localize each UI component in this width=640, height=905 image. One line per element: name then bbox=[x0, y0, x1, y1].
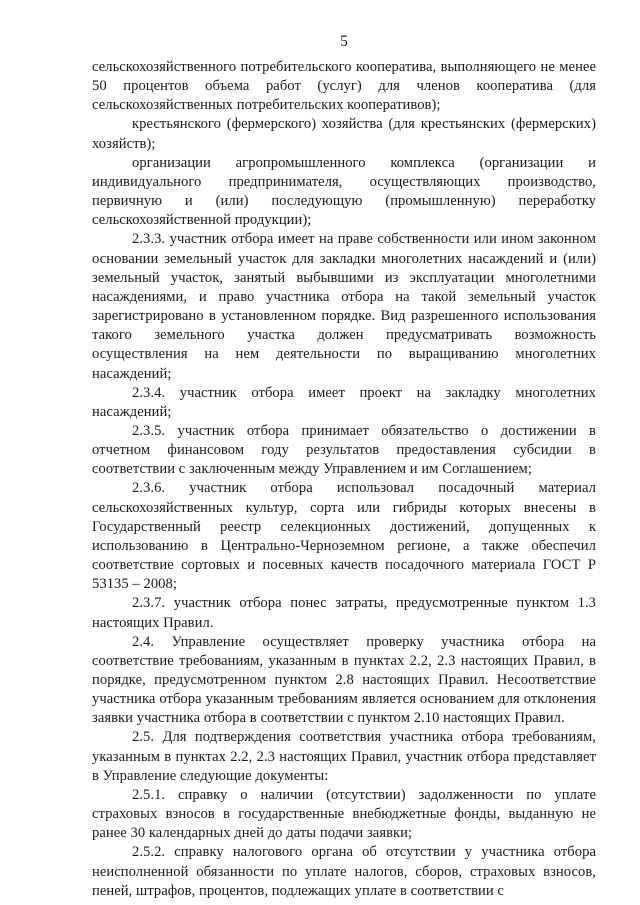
page-number: 5 bbox=[340, 33, 348, 50]
paragraph-2-5: 2.5. Для подтверждения соответствия участника отбора требованиям, указанным в пунктах 2.2, 2.3 настоящих Правил, участник отбора представляет в Управление следующие документы: bbox=[92, 729, 596, 784]
paragraph-2-3-5: 2.3.5. участник отбора принимает обязательство о достижении в отчетном финансовом году результатов предоставления субсидии в соответствии с заключенным между Управлением и им Соглашением; bbox=[92, 422, 596, 478]
paragraph-2-3-4: 2.3.4. участник отбора имеет проект на закладку многолетних насаждений; bbox=[92, 384, 596, 420]
paragraph-2-3-7: 2.3.7. участник отбора понес затраты, предусмотренные пунктом 1.3 настоящих Правил. bbox=[92, 595, 596, 631]
paragraph-2-5-2: 2.5.2. справку налогового органа об отсутствии у участника отбора неисполненной обязанности по уплате налогов, сборов, страховых взносов, пеней, штрафов, процентов, подлежащих уплате в соответствии с bbox=[92, 844, 596, 899]
paragraph-agro-organization: организации агропромышленного комплекса (организации и индивидуального предпринимателя, осуществляющих производство, первичную и (или) последующую (промышленную) переработку сельскохозяйственной продукции); bbox=[92, 154, 596, 229]
paragraph-farm: крестьянского (фермерского) хозяйства (для крестьянских (фермерских) хозяйств); bbox=[92, 116, 596, 152]
paragraph-2-3-6: 2.3.6. участник отбора использовал посадочный материал сельскохозяйственных культур, сорта или гибриды которых внесены в Государственный реестр селекционных достижений, допущенных к использованию в Центрально-Черноземном регионе, а также обеспечил соответствие сортовых и посевных качеств посадочного материала ГОСТ Р 53135 – 2008; bbox=[92, 480, 596, 593]
paragraph-2-4: 2.4. Управление осуществляет проверку участника отбора на соответствие требованиям, указанным в пунктах 2.2, 2.3 настоящих Правил, в порядке, предусмотренном пунктом 2.8 настоящих Правил. Несоответствие участника отбора указанным требованиям является основанием для отклонения заявки участника отбора в соответствии с пунктом 2.10 настоящих Правил. bbox=[92, 633, 596, 727]
paragraph-2-3-3: 2.3.3. участник отбора имеет на праве собственности или ином законном основании земельный участок для закладки многолетних насаждений и (или) земельный участок, занятый выбывшими из эксплуатации многолетними насаждениями, и право участника отбора на такой земельный участок зарегистрировано в установленном порядке. Вид разрешенного использования такого земельного участка должен предусматривать возможность осуществления на нем деятельности по выращиванию многолетних насаждений; bbox=[92, 231, 596, 382]
paragraph-2-5-1: 2.5.1. справку о наличии (отсутствии) задолженности по уплате страховых взносов в государственные внебюджетные фонды, выданную не ранее 30 календарных дней до даты подачи заявки; bbox=[92, 786, 596, 842]
paragraph-cooperative: сельскохозяйственного потребительского кооператива, выполняющего не менее 50 процентов объема работ (услуг) для членов кооператива (для сельскохозяйственных потребительских кооперативов); bbox=[92, 59, 596, 114]
